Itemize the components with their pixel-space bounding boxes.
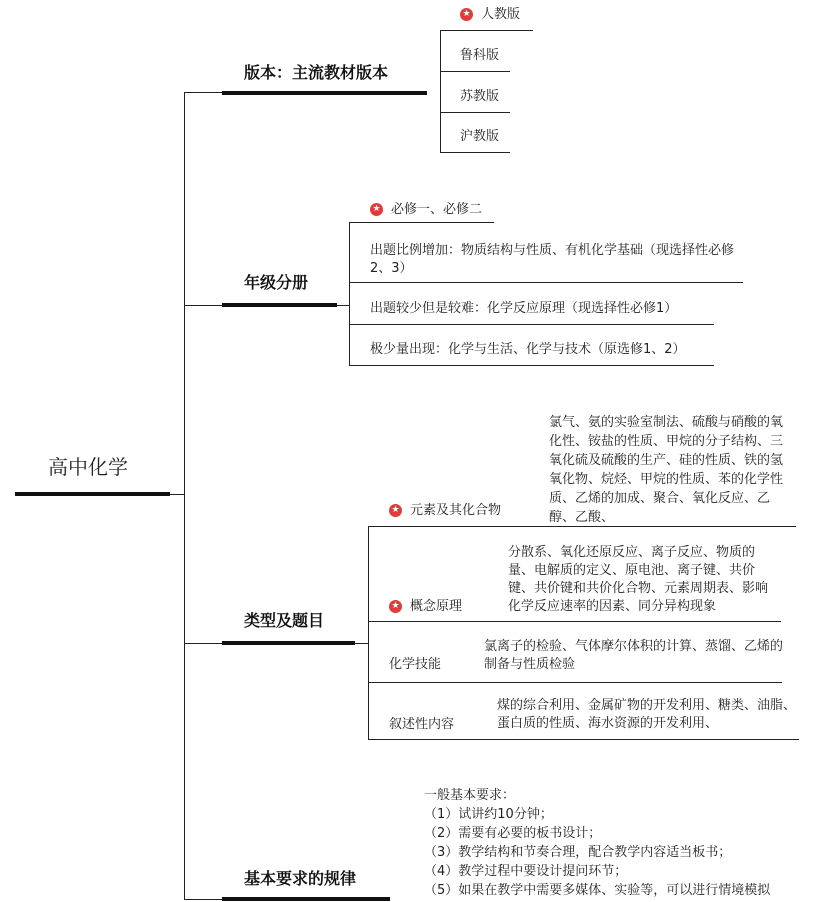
branch-grade-connector	[184, 305, 222, 306]
edition-item-label[interactable]: 苏教版	[460, 89, 500, 104]
branch-grade-label[interactable]: 年级分册	[244, 273, 309, 292]
grade-divider	[349, 282, 743, 283]
types-connector	[355, 643, 369, 644]
grade-connector	[337, 305, 350, 306]
root-underline	[15, 492, 170, 496]
branch-grade-underline	[222, 303, 337, 307]
types-item[interactable]	[389, 598, 462, 616]
branch-rules-label[interactable]: 基本要求的规律	[244, 869, 357, 888]
types-divider	[368, 682, 782, 683]
star-icon: ★	[389, 504, 402, 517]
branch-edition-underline	[222, 91, 427, 95]
rules-heading: 一般基本要求：	[424, 788, 516, 803]
types-divider	[368, 526, 796, 527]
star-icon: ★	[389, 600, 402, 613]
types-item-label[interactable]: 化学技能	[389, 657, 442, 672]
rules-line: （4）教学过程中要设计提问环节；	[424, 864, 628, 879]
branch-types-underline	[222, 641, 355, 645]
types-bracket	[368, 526, 369, 740]
types-divider	[368, 621, 781, 622]
edition-divider	[440, 112, 510, 113]
types-item-label: 元素及其化合物	[410, 503, 502, 518]
star-icon: ★	[370, 203, 383, 216]
branch-edition-connector	[184, 92, 222, 93]
edition-item-label[interactable]: 鲁科版	[460, 48, 500, 63]
types-item-detail: 分散系、氧化还原反应、离子反应、物质的量、电解质的定义、原电池、离子键、共价键、共价键和共价化合物、元素周期表、影响化学反应速率的因素、同分异构现象	[508, 545, 769, 614]
edition-item[interactable]	[460, 6, 520, 24]
edition-divider	[440, 30, 533, 31]
grade-item-label[interactable]: 出题较少但是较难：化学反应原理（现选择性必修1）	[370, 301, 678, 316]
rules-content	[424, 786, 770, 900]
grade-item[interactable]	[370, 201, 482, 219]
root-connector	[170, 494, 185, 495]
branch-rules-underline	[222, 897, 390, 901]
branch-edition-label[interactable]: 版本：主流教材版本	[244, 63, 389, 82]
edition-divider	[440, 71, 510, 72]
edition-item-label: 人教版	[481, 7, 521, 22]
star-icon: ★	[460, 8, 473, 21]
types-item-detail: 氯气、氨的实验室制法、硫酸与硝酸的氧化性、铵盐的性质、甲烷的分子结构、三氧化硫及硫酸的生产、硅的性质、铁的氢氧化物、烷烃、甲烷的性质、苯的化学性质、乙烯的加成、聚合、氧化反应、乙醇、乙酸、	[549, 415, 784, 525]
rules-line: （1）试讲约10分钟；	[424, 807, 553, 822]
grade-item-label[interactable]: 出题比例增加：物质结构与性质、有机化学基础（现选择性必修2、3）	[370, 243, 735, 276]
types-item-detail: 氯离子的检验、气体摩尔体积的计算、蒸馏、乙烯的制备与性质检验	[484, 639, 784, 672]
grade-divider	[349, 324, 714, 325]
branch-types-label[interactable]: 类型及题目	[244, 611, 325, 630]
rules-line: （3）教学结构和节奏合理，配合教学内容适当板书；	[424, 845, 732, 860]
rules-line: （5）如果在教学中需要多媒体、实验等，可以进行情境模拟	[424, 883, 771, 898]
grade-item-label: 必修一、必修二	[391, 202, 483, 217]
branch-types-connector	[184, 643, 222, 644]
branch-rules-connector	[184, 899, 222, 900]
main-spine	[184, 92, 185, 900]
edition-divider	[440, 152, 510, 153]
types-item-detail: 煤的综合利用、金属矿物的开发利用、糖类、油脂、蛋白质的性质、海水资源的开发利用、	[497, 698, 797, 731]
edition-item-label[interactable]: 沪教版	[460, 129, 500, 144]
grade-divider	[349, 222, 494, 223]
types-divider	[368, 739, 799, 740]
types-item-label: 概念原理	[410, 599, 463, 614]
grade-item-label[interactable]: 极少量出现：化学与生活、化学与技术（原选修1、2）	[370, 342, 686, 357]
root-node-label[interactable]: 高中化学	[48, 455, 128, 479]
rules-line: （2）需要有必要的板书设计；	[424, 826, 602, 841]
edition-bracket	[440, 30, 441, 152]
grade-divider	[349, 365, 714, 366]
grade-bracket	[349, 222, 350, 365]
types-item-label[interactable]: 叙述性内容	[389, 717, 455, 732]
types-item[interactable]	[389, 502, 501, 520]
